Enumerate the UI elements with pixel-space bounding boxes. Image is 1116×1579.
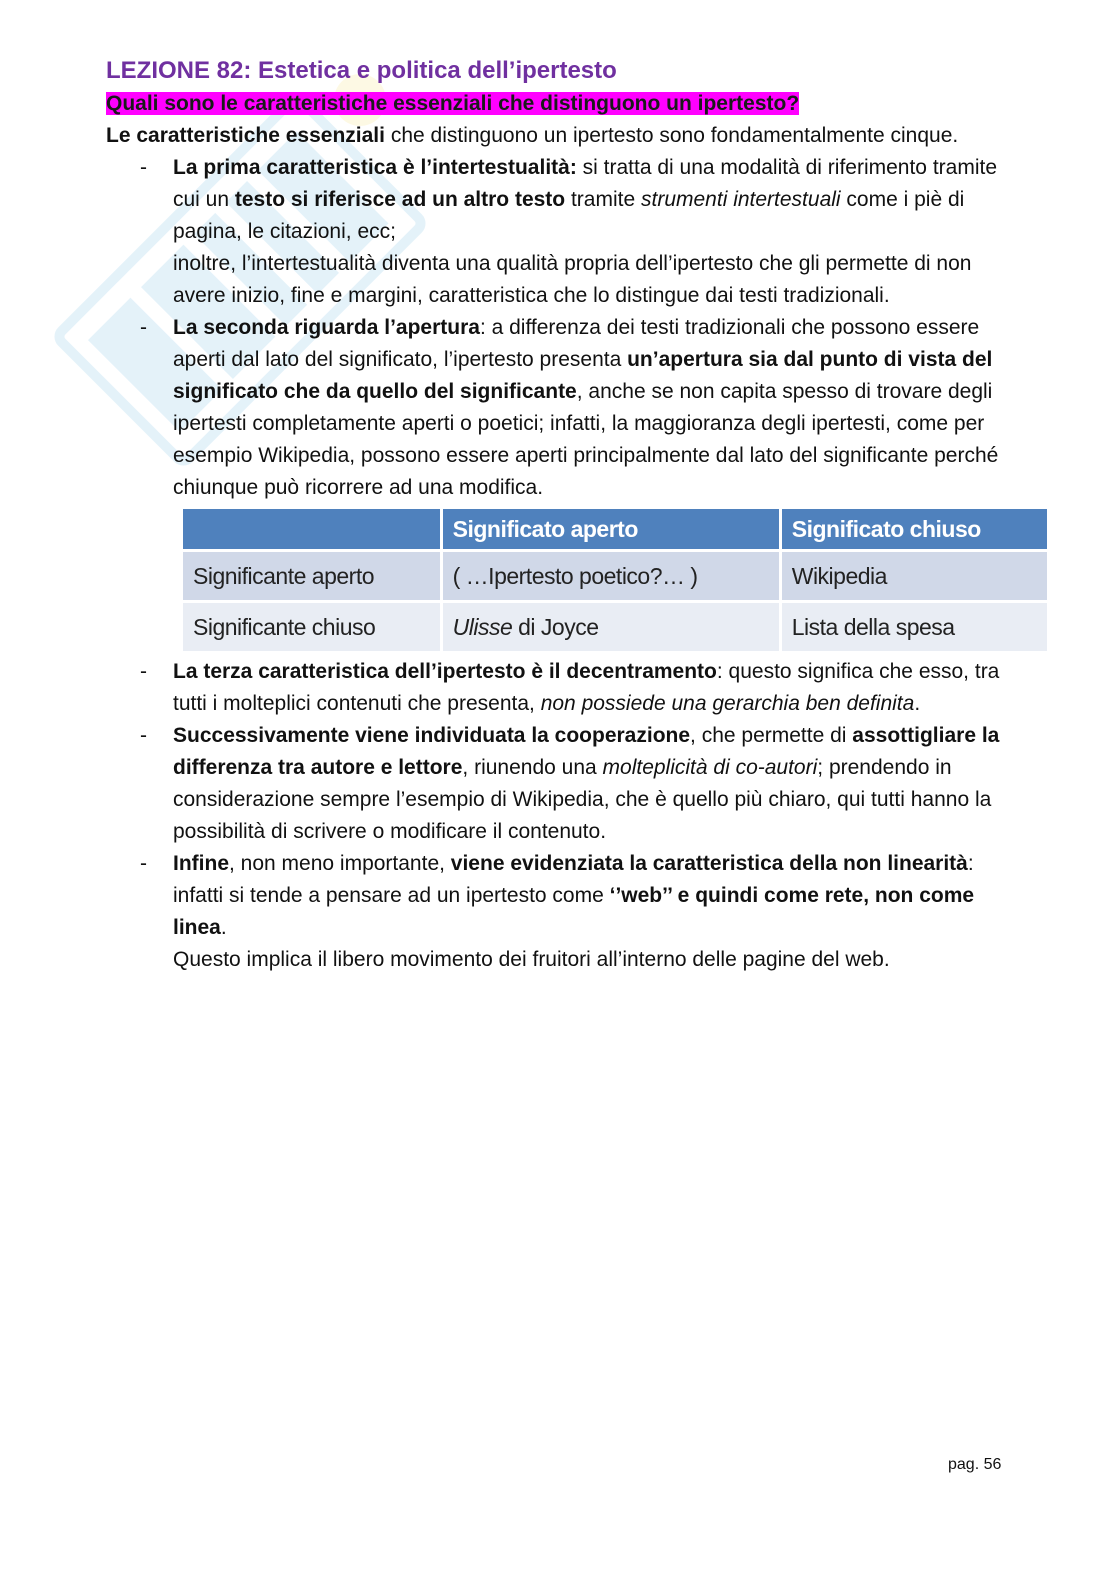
table-row-label: Significante aperto bbox=[183, 552, 440, 600]
list-item: - La terza caratteristica dell’ipertesto è il decentramento: questo significa che esso, tra tutti i molteplici contenuti che presenta, non possiede una gerarchia ben definita. bbox=[106, 656, 1006, 720]
list-item: - Infine, non meno importante, viene evidenziata la caratteristica della non linearità: infatti si tende a pensare ad un ipertesto come ‘’web’’ e quindi come rete, non come linea. Questo implica il libero movimento dei fruitori all’interno delle pagine del web. bbox=[106, 848, 1006, 976]
table-cell: Lista della spesa bbox=[782, 603, 1047, 651]
document-body bbox=[106, 54, 1006, 976]
table-row-label: Significante chiuso bbox=[183, 603, 440, 651]
table-row bbox=[183, 552, 1047, 600]
table-cell: Ulisse di Joyce bbox=[443, 603, 779, 651]
table-header-cell: Significato aperto bbox=[443, 509, 779, 549]
lesson-question: Quali sono le caratteristiche essenziali che distinguono un ipertesto? bbox=[106, 92, 800, 115]
table-header-row bbox=[183, 509, 1047, 549]
table-row bbox=[183, 603, 1047, 651]
list-item: - La prima caratteristica è l’intertestualità: si tratta di una modalità di riferimento tramite cui un testo si riferisce ad un altro testo tramite strumenti intertestuali come i piè di pagina, le citazioni, ecc; inoltre, l’intertestualità diventa una qualità propria dell’ipertesto che gli permette di non avere inizio, fine e margini, caratteristica che lo distingue dai testi tradizionali. bbox=[106, 152, 1006, 312]
intro-paragraph: Le caratteristiche essenziali che distinguono un ipertesto sono fondamentalmente cinque. bbox=[106, 124, 959, 147]
list-item: - La seconda riguarda l’apertura: a differenza dei testi tradizionali che possono essere aperti dal lato del significato, l’ipertesto presenta un’apertura sia dal punto di vista del significato che da quello del significante, anche se non capita spesso di trovare degli ipertesti completamente aperti o poetici; infatti, la maggioranza degli ipertesti, come per esempio Wikipedia, possono essere aperti principalmente dal lato del significante perché chiunque può ricorrere ad una modifica. bbox=[106, 312, 1006, 504]
table-cell: ( …Ipertesto poetico?… ) bbox=[443, 552, 779, 600]
lesson-title: LEZIONE 82: Estetica e politica dell’ipertesto bbox=[106, 57, 617, 84]
table-header-cell: Significato chiuso bbox=[782, 509, 1047, 549]
table-header-cell bbox=[183, 509, 440, 549]
table-cell: Wikipedia bbox=[782, 552, 1047, 600]
page-number: pag. 56 bbox=[948, 1456, 1002, 1473]
openness-table bbox=[183, 506, 1047, 654]
list-item: - Successivamente viene individuata la cooperazione, che permette di assottigliare la differenza tra autore e lettore, riunendo una molteplicità di co-autori; prendendo in considerazione sempre l’esempio di Wikipedia, che è quello più chiaro, qui tutti hanno la possibilità di scrivere o modificare il contenuto. bbox=[106, 720, 1006, 848]
characteristics-list bbox=[106, 152, 1006, 504]
characteristics-list-continued bbox=[106, 656, 1006, 976]
